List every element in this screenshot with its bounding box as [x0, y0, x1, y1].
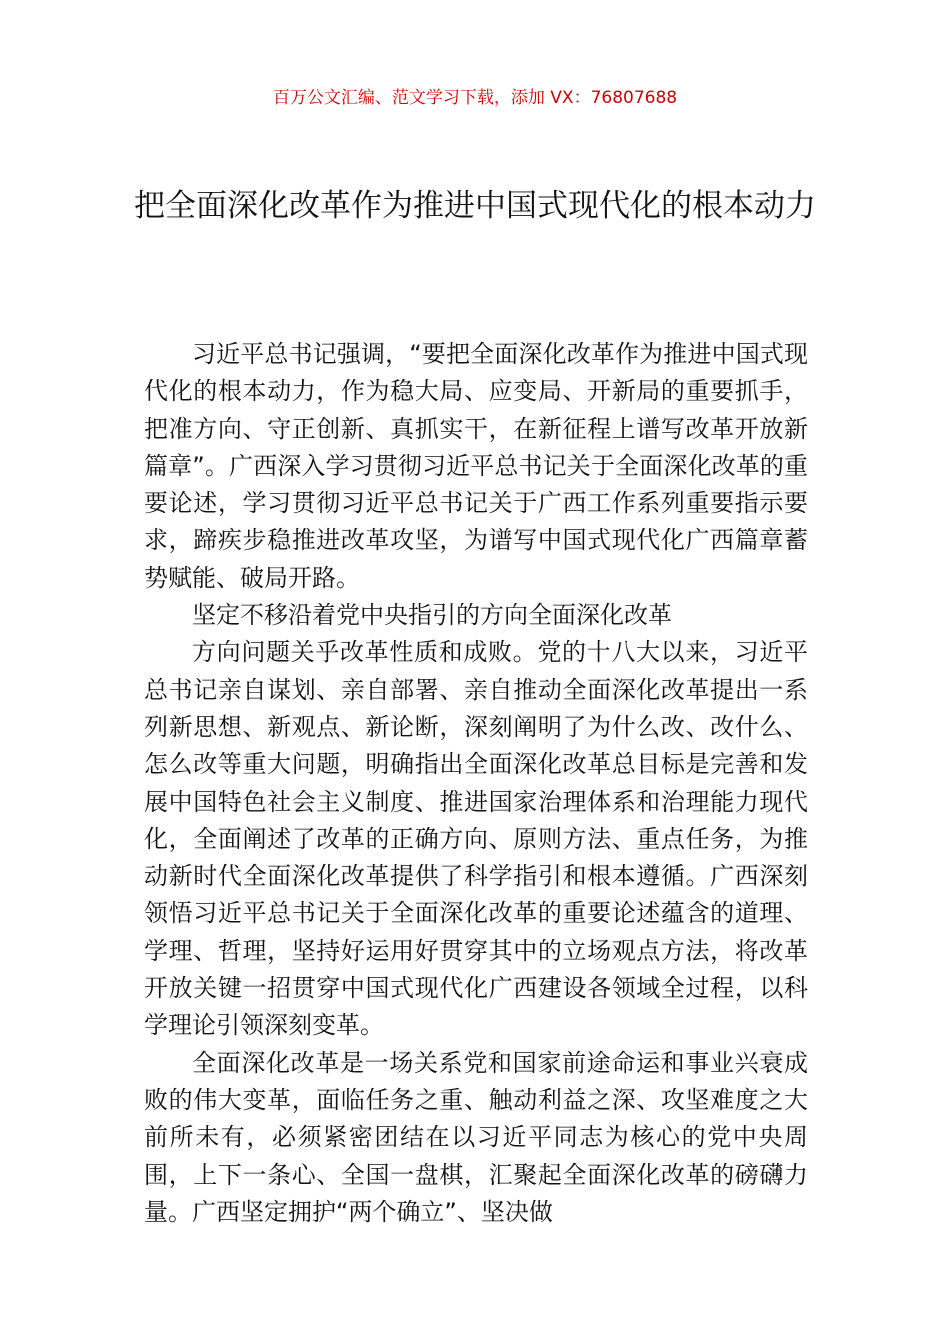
paragraph-unity: 全面深化改革是一场关系党和国家前途命运和事业兴衰成败的伟大变革，面临任务之重、触动利益之深、攻坚难度之大前所未有，必须紧密团结在以习近平同志为核心的党中央周围，上下一条心、全国一盘棋，汇聚起全面深化改革的磅礴力量。广西坚定拥护“两个确立”、坚决做: [144, 1048, 808, 1226]
header-watermark-note: 百万公文汇编、范文学习下载，添加 VX：76807688: [272, 88, 678, 108]
paragraph-intro: 习近平总书记强调，“要把全面深化改革作为推进中国式现代化的根本动力，作为稳大局、应变局、开新局的重要抓手，把准方向、守正创新、真抓实干，在新征程上谱写改革开放新篇章”。广西深入学习贯彻习近平总书记关于全面深化改革的重要论述，学习贯彻习近平总书记关于广西工作系列重要指示要求，蹄疾步稳推进改革攻坚，为谱写中国式现代化广西篇章蓄势赋能、破局开路。: [144, 340, 808, 592]
document-body: [144, 336, 808, 1231]
document-title: 把全面深化改革作为推进中国式现代化的根本动力: [134, 188, 816, 224]
section-heading: 坚定不移沿着党中央指引的方向全面深化改革: [192, 601, 672, 630]
paragraph-direction: 方向问题关乎改革性质和成败。党的十八大以来，习近平总书记亲自谋划、亲自部署、亲自推动全面深化改革提出一系列新思想、新观点、新论断，深刻阐明了为什么改、改什么、怎么改等重大问题，明确指出全面深化改革总目标是完善和发展中国特色社会主义制度、推进国家治理体系和治理能力现代化，全面阐述了改革的正确方向、原则方法、重点任务，为推动新时代全面深化改革提供了科学指引和根本遵循。广西深刻领悟习近平总书记关于全面深化改革的重要论述蕴含的道理、学理、哲理，坚持好运用好贯穿其中的立场观点方法，将改革开放关键一招贯穿中国式现代化广西建设各领域全过程，以科学理论引领深刻变革。: [144, 638, 808, 1040]
